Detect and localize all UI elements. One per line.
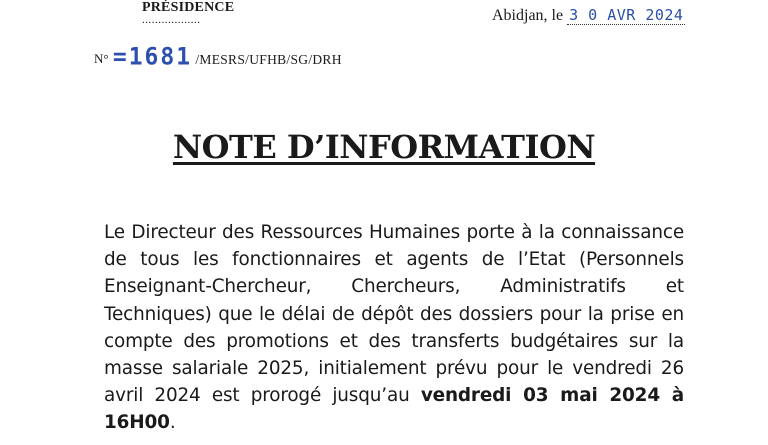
paragraph-text: Le Directeur des Ressources Humaines porte à la connaissance de tous les fonctionnaires et agents de l’Etat (Personnels Enseignant-Chercheur, Chercheurs, Administratifs et Techniques) que le délai de dépôt des dossiers pour la prise en compte des promotions et des transferts budgétaires sur la masse salariale 2025, initialement prévu pour le vendredi 26 avril 2024 est prorogé jusqu’au [104, 222, 684, 407]
date-stamp: 3 0 AVR 2024 [569, 6, 684, 24]
institution-name: PRÉSIDENCE [142, 0, 235, 15]
reference-prefix: N° [94, 51, 109, 66]
dateline [492, 6, 685, 25]
body-paragraph [104, 219, 684, 437]
deadline-date: vendredi 03 mai 2024 à 16H00 [104, 385, 684, 434]
dateline-place: Abidjan, le [492, 7, 564, 24]
paragraph-end: . [169, 412, 176, 434]
signature-dots: .................. [142, 14, 201, 26]
reference-number-stamp: =1681 [112, 43, 193, 71]
reference-suffix: /MESRS/UFHB/SG/DRH [195, 52, 342, 67]
document-title [0, 128, 768, 166]
reference-line [94, 44, 342, 70]
document-title-text: NOTE D’INFORMATION [172, 128, 596, 166]
